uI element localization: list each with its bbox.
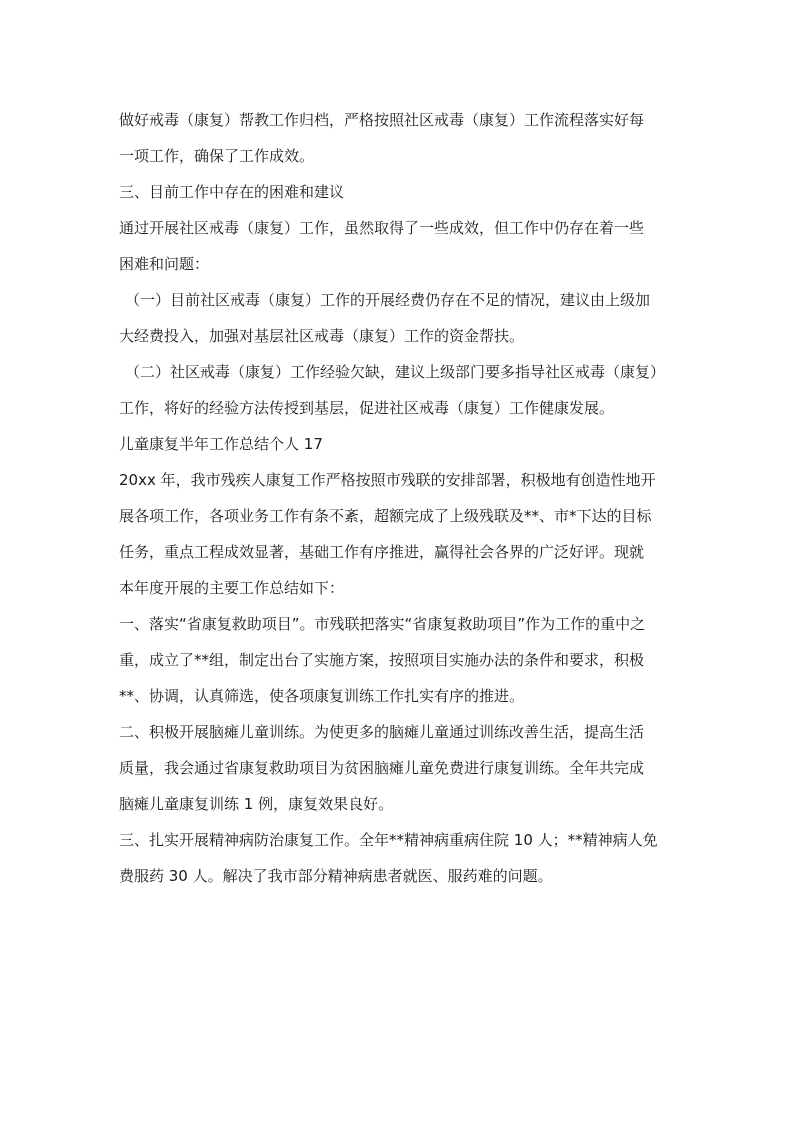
text-line: 困难和问题： <box>119 255 210 273</box>
text-line: 20xx 年，我市残疾人康复工作严格按照市残联的安排部署，积极地有创造性地开 <box>119 471 656 489</box>
article-title: 儿童康复半年工作总结个人 17 <box>119 435 323 453</box>
text-line: 展各项工作，各项业务工作有条不紊，超额完成了上级残联及**、市*下达的目标 <box>119 507 652 525</box>
document-body <box>119 102 679 894</box>
text-line: 做好戒毒（康复）帮教工作归档，严格按照社区戒毒（康复）工作流程落实好每 <box>119 111 645 129</box>
section-heading: 三、目前工作中存在的困难和建议 <box>119 183 345 201</box>
text-line: （二）社区戒毒（康复）工作经验欠缺，建议上级部门要多指导社区戒毒（康复） <box>125 363 666 381</box>
text-line: 脑瘫儿童康复训练 1 例，康复效果良好。 <box>119 795 394 813</box>
text-line: 一、落实“省康复救助项目”。市残联把落实“省康复救助项目”作为工作的重中之 <box>119 615 646 633</box>
text-line: 本年度开展的主要工作总结如下： <box>119 579 345 597</box>
text-line: 任务，重点工程成效显著，基础工作有序推进，赢得社会各界的广泛好评。现就 <box>119 543 645 561</box>
text-line: 通过开展社区戒毒（康复）工作，虽然取得了一些成效，但工作中仍存在着一些 <box>119 219 645 237</box>
text-line: 质量，我会通过省康复救助项目为贫困脑瘫儿童免费进行康复训练。全年共完成 <box>119 759 645 777</box>
text-line: 工作，将好的经验方法传授到基层，促进社区戒毒（康复）工作健康发展。 <box>119 399 615 417</box>
text-line: 一项工作，确保了工作成效。 <box>119 147 315 165</box>
text-line: 重，成立了**组，制定出台了实施方案，按照项目实施办法的条件和要求，积极 <box>119 651 645 669</box>
text-line: 费服药 30 人。解决了我市部分精神病患者就医、服药难的问题。 <box>119 867 553 885</box>
text-line: 二、积极开展脑瘫儿童训练。为使更多的脑瘫儿童通过训练改善生活，提高生活 <box>119 723 645 741</box>
text-line: **、协调，认真筛选，使各项康复训练工作扎实有序的推进。 <box>119 687 525 705</box>
text-line: 三、扎实开展精神病防治康复工作。全年**精神病重病住院 10 人；**精神病人免 <box>119 831 658 849</box>
text-line: 大经费投入，加强对基层社区戒毒（康复）工作的资金帮扶。 <box>119 327 525 345</box>
text-line: （一）目前社区戒毒（康复）工作的开展经费仍存在不足的情况，建议由上级加 <box>125 291 651 309</box>
